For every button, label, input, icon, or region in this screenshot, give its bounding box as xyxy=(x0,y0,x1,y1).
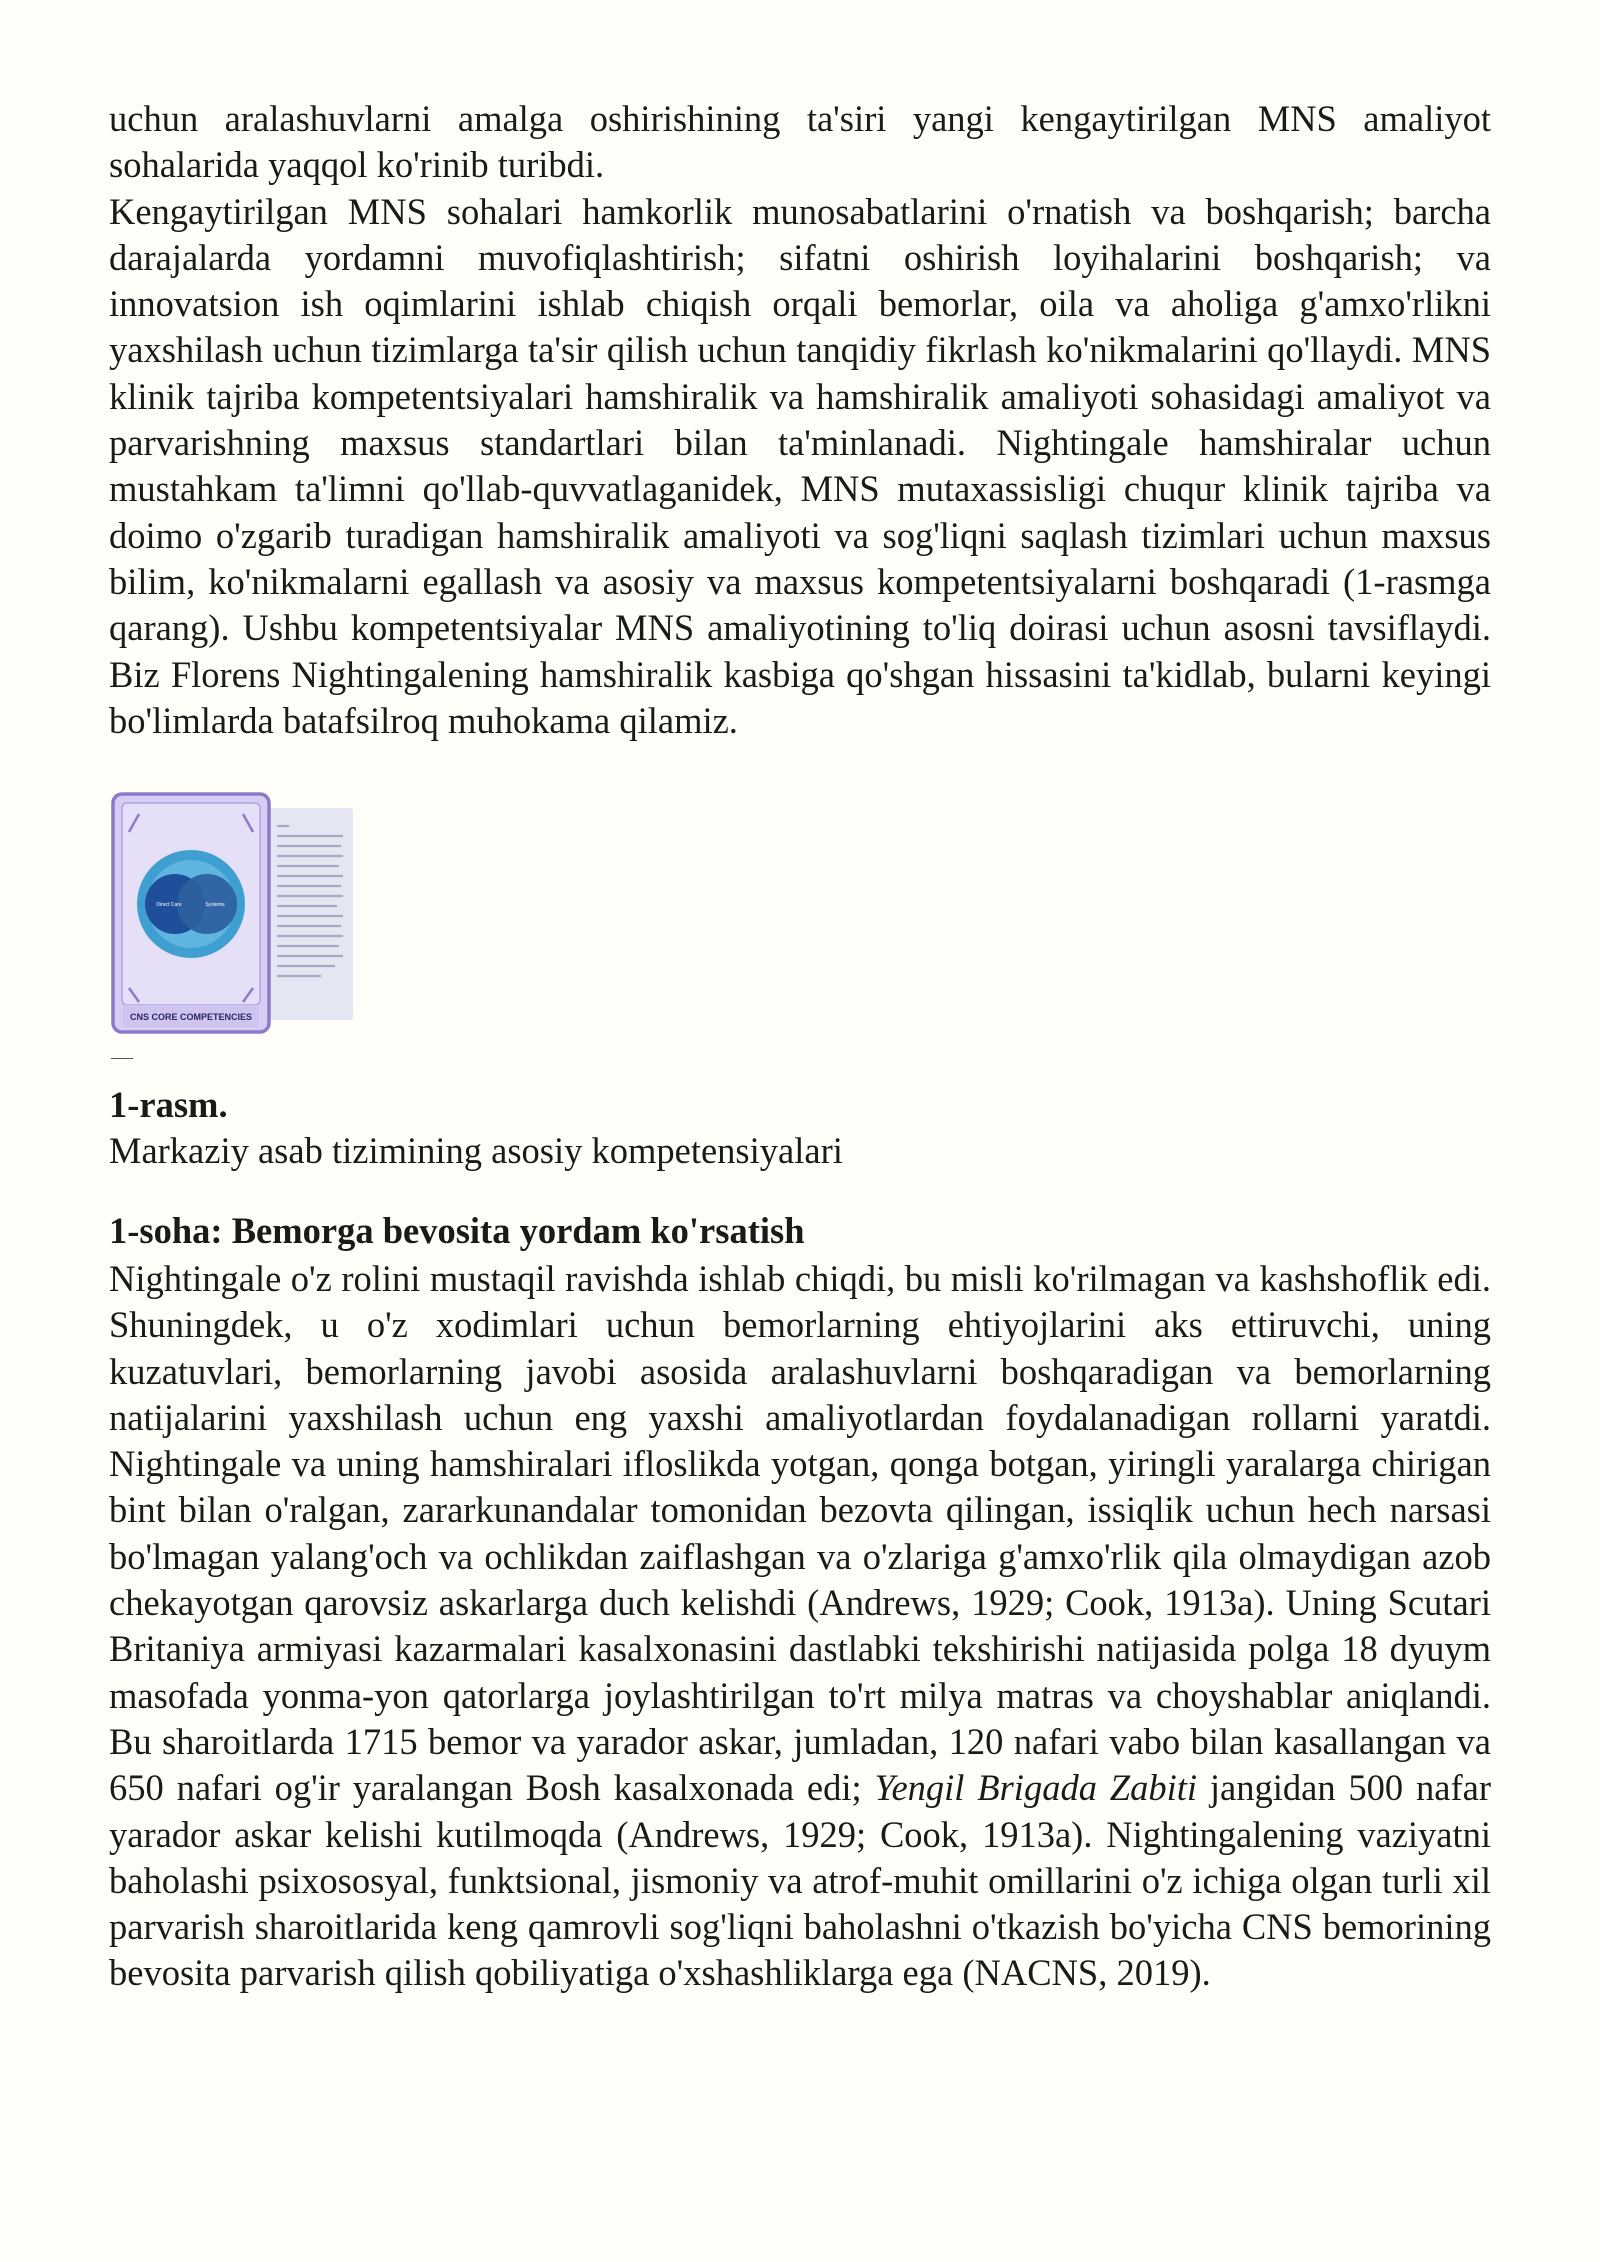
intro-paragraph-1: uchun aralashuvlarni amalga oshirishining ta'siri yangi kengaytirilgan MNS amaliyot sohalarida yaqqol ko'rinib turibdi. xyxy=(109,98,1491,186)
figure-caption: Markaziy asab tizimining asosiy kompetensiyalari xyxy=(109,1130,843,1171)
figure-banner-text: CNS CORE COMPETENCIES xyxy=(129,1012,253,1022)
figure-cns-core-competencies xyxy=(111,792,357,1038)
section-body xyxy=(109,1256,1491,1997)
figure-label: 1-rasm. xyxy=(109,1084,228,1125)
figure-side-panel xyxy=(267,808,353,1020)
figure-circle-right-text: Systems xyxy=(205,902,225,908)
section-paragraph xyxy=(109,1256,1491,1997)
section-text-part-1: Nightingale o'z rolini mustaqil ravishda ishlab chiqdi, bu misli ko'rilmagan va kashshoflik edi. Shuningdek, u o'z xodimlari uchun bemorlarning ehtiyojlarini aks ettiruvchi, uning kuzatuvlari, bemorlarning javobi asosida aralashuvlarni boshqaradigan va bemorlarning natijalarini yaxshilash uchun eng yaxshi amaliyotlardan foydalanadigan rollarni yaratdi. Nightingale va uning hamshiralari ifloslikda yotgan, qonga botgan, yiringli yaralarga chirigan bint bilan o'ralgan, zararkunandalar tomonidan bezovta qilingan, issiqlik uchun hech narsasi bo'lmagan yalang'och va ochlikdan zaiflashgan va o'zlariga g'amxo'rlik qila olmaydigan azob chekayotgan qarovsiz askarlarga duch kelishdi (Andrews, 1929; Cook, 1913a). Uning Scutari Britaniya armiyasi kazarmalari kasalxonasini dastlabki tekshirishi natijasida polga 18 dyuym masofada yonma-yon qatorlarga joylashtirilgan to'rt milya matras va choyshablar aniqlandi. Bu sharoitlarda 1715 bemor va yarador askar, jumladan, 120 nafari vabo bilan kasallangan va 650 nafari og'ir yaralangan Bosh kasalxonada edi; xyxy=(109,1258,1491,1809)
section-heading: 1-soha: Bemorga bevosita yordam ko'rsatish xyxy=(109,1210,805,1251)
intro-text xyxy=(109,96,1491,744)
intro-paragraph-2: Kengaytirilgan MNS sohalari hamkorlik munosabatlarini o'rnatish va boshqarish; barcha darajalarda yordamni muvofiqlashtirish; sifatni oshirish loyihalarini boshqarish; va innovatsion ish oqimlarini ishlab chiqish orqali bemorlar, oila va aholiga g'amxo'rlikni yaxshilash uchun tizimlarga ta'sir qilish uchun tanqidiy fikrlash ko'nikmalarini qo'llaydi. MNS klinik tajriba kompetentsiyalari hamshiralik va hamshiralik amaliyoti sohasidagi amaliyot va parvarishning maxsus standartlari bilan ta'minlanadi. Nightingale hamshiralar uchun mustahkam ta'limni qo'llab-quvvatlaganidek, MNS mutaxassisligi chuqur klinik tajriba va doimo o'zgarib turadigan hamshiralik amaliyoti va sog'liqni saqlash tizimlari uchun maxsus bilim, ko'nikmalarni egallash va asosiy va maxsus kompetentsiyalarni boshqaradi (1-rasmga qarang). Ushbu kompetentsiyalar MNS amaliyotining to'liq doirasi uchun asosni tavsiflaydi. Biz Florens Nightingalening hamshiralik kasbiga qo'shgan hissasini ta'kidlab, bularni keyingi bo'limlarda batafsilroq muhokama qilamiz. xyxy=(109,190,1491,741)
section-text-part-2: jangidan 500 nafar yarador askar kelishi kutilmoqda (Andrews, 1929; Cook, 1913a). Nightingalening vaziyatni baholashi psixososyal, funktsional, jismoniy va atrof-muhit omillarini o'z ichiga olgan turli xil parvarish sharoitlarida keng qamrovli sog'liqni baholashni o'tkazish bo'yicha CNS bemorining bevosita parvarish qilish qobiliyatiga o'xshashliklarga ega (NACNS, 2019). xyxy=(109,1767,1491,1994)
section-text-italic: Yengil Brigada Zabiti xyxy=(874,1767,1198,1809)
figure-separator xyxy=(111,1058,133,1059)
figure-circle-left-text: Direct Care xyxy=(156,902,182,908)
